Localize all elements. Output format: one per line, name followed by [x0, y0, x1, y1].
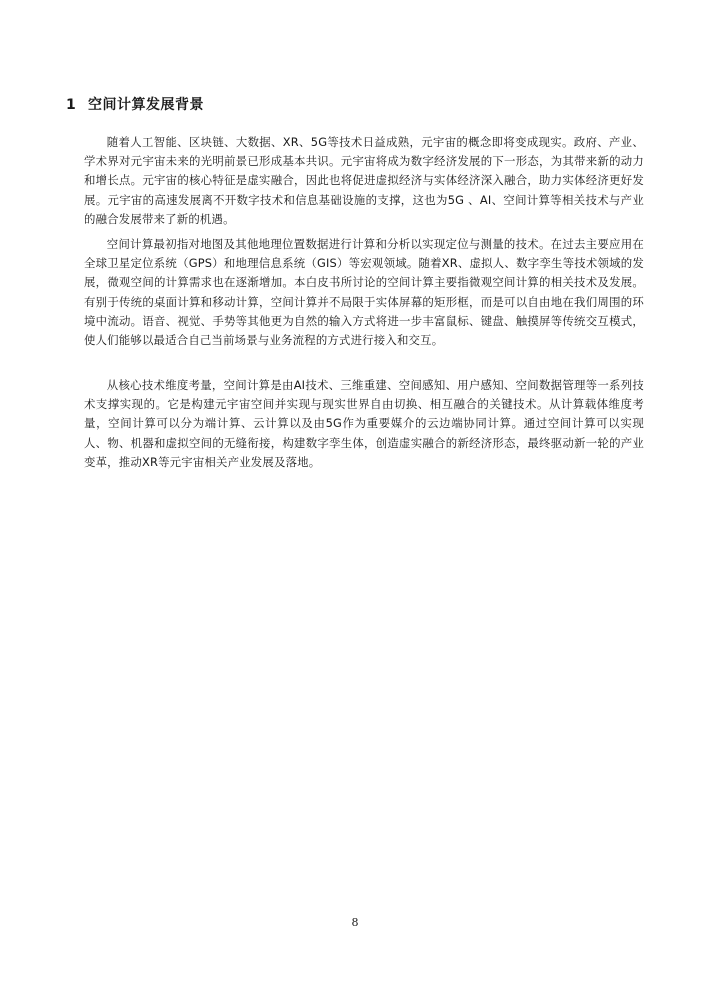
section-title: 空间计算发展背景	[88, 97, 204, 113]
body-paragraph: 从核心技术维度考量，空间计算是由AI技术、三维重建、空间感知、用户感知、空间数据管理等一系列技术支撑实现的。它是构建元宇宙空间并实现与现实世界自由切换、相互融合的关键技术。从计算载体维度考量，空间计算可以分为端计算、云计算以及由5G作为重要媒介的云边端协同计算。通过空间计算可以实现人、物、机器和虚拟空间的无缝衔接，构建数字孪生体，创造虚实融合的新经济形态，最终驱动新一轮的产业变革，推动XR等元宇宙相关产业发展及落地。	[84, 378, 644, 469]
body-paragraph: 空间计算最初指对地图及其他地理位置数据进行计算和分析以实现定位与测量的技术。在过去主要应用在全球卫星定位系统（GPS）和地理信息系统（GIS）等宏观领域。随着XR、虚拟人、数字孪生等技术领域的发展，微观空间的计算需求也在逐渐增加。本白皮书所讨论的空间计算主要指微观空间计算的相关技术及发展。有别于传统的桌面计算和移动计算，空间计算并不局限于实体屏幕的矩形框，而是可以自由地在我们周围的环境中流动。语音、视觉、手势等其他更为自然的输入方式将进一步丰富鼠标、键盘、触摸屏等传统交互模式，使人们能够以最适合自己当前场景与业务流程的方式进行接入和交互。	[84, 237, 644, 348]
page-number: 8	[351, 916, 359, 929]
body-paragraph: 随着人工智能、区块链、大数据、XR、5G等技术日益成熟，元宇宙的概念即将变成现实。政府、产业、学术界对元宇宙未来的光明前景已形成基本共识。元宇宙将成为数字经济发展的下一形态，为其带来新的动力和增长点。元宇宙的核心特征是虚实融合，因此也将促进虚拟经济与实体经济深入融合，助力实体经济更好发展。元宇宙的高速发展离不开数字技术和信息基础设施的支撑，这也为5G 、AI、空间计算等相关技术与产业的融合发展带来了新的机遇。	[84, 135, 644, 226]
section-heading	[66, 94, 204, 114]
section-number: 1	[66, 97, 77, 113]
